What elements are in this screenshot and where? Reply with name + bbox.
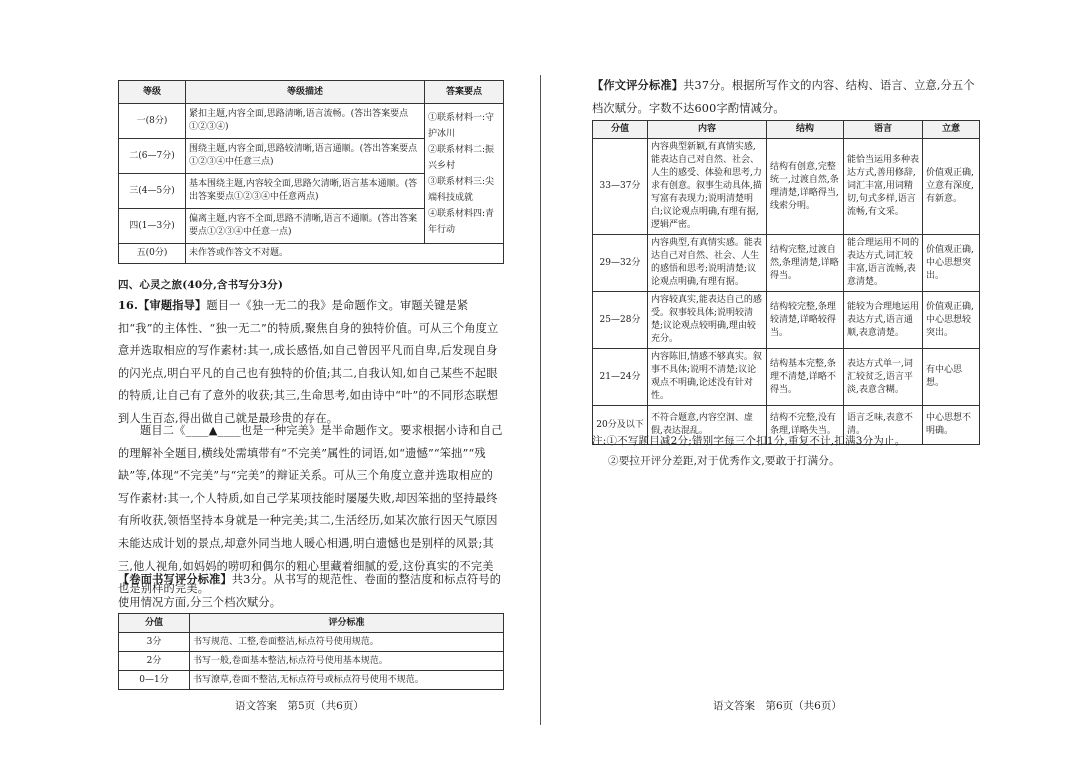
grade-table [118, 80, 504, 264]
essay-table [592, 120, 980, 445]
note-2: ②要拉开评分差距,对于优秀作文,要敢于打满分。 [608, 455, 840, 467]
table-row: 三(4—5分) 基本围绕主题,内容较全面,思路欠清晰,语言基本通顺。(答出答案要点①②③④中任意两点) [119, 174, 504, 209]
table-row: 一(8分) 紧扣主题,内容全面,思路清晰,语言流畅。(答出答案要点①②③④) ①联系材料一:守护冰川 ②联系材料二:振兴乡村 ③联系材料三:尖端科技成就 ④联系材料四:青年行动 [119, 104, 504, 139]
table-row: 21—24分 内容陈旧,情感不够真实。叙事不具体;说明不清楚;议论观点不明确,论述没有针对性。 结构基本完整,条理不清楚,详略不得当。 表达方式单一,词汇较贫乏,语言平淡,表意含糊。 有中心思想。 [593, 349, 980, 406]
essay-criteria-label: 【作文评分标准】 [592, 78, 684, 92]
table-row: 2分 书写一般,卷面基本整洁,标点符号使用基本规范。 [119, 652, 504, 671]
table-row: 3分 书写规范、工整,卷面整洁,标点符号使用规范。 [119, 633, 504, 652]
page-footer: 语文答案 第5页（共6页） [235, 700, 364, 712]
table-header: 等级描述 [186, 81, 425, 104]
table-header: 内容 [648, 121, 767, 139]
question-16-text: 16.【审题指导】题目一《独一无二的我》是命题作文。审题关键是紧扣“我”的主体性、“独一无二”的特质,聚焦自身的独特价值。可从三个角度立意并选取相应的写作素材:其一,成长感悟,如自己曾因平凡而自卑,后发现自身的闪光点,明白平凡的自己也有独特的价值;其二,自我认知,如自己某些不起眼的特质,让自己有了意外的收获;其三,生命思考,如由诗中“叶”的不同形态联想到人生百态,得出做自己就是最珍贵的存在。 [118, 298, 499, 425]
table-row: 0—1分 书写潦草,卷面不整洁,无标点符号或标点符号使用不规范。 [119, 671, 504, 690]
table-row: 25—28分 内容较真实,能表达自己的感受。叙事较具体;说明较清楚;议论观点较明确,理由较充分。 结构较完整,条理较清楚,详略较得当。 能较为合理地运用表达方式,语言通顺,表意清楚。 价值观正确,中心思想较突出。 [593, 292, 980, 349]
table-header: 结构 [767, 121, 844, 139]
table-header: 立意 [923, 121, 980, 139]
essay-criteria-intro: 【作文评分标准】共37分。根据所写作文的内容、结构、语言、立意,分五个档次赋分。字数不达600字酌情减分。 [592, 78, 975, 115]
table-row: 33—37分 内容典型新颖,有真情实感,能表达自己对自然、社会、人生的感受、体验和思考,力求有创意。叙事生动具体,描写富有表现力;说明清楚明白;议论观点明确,有理有据,逻辑严密。 结构有创意,完整统一,过渡自然,条理清楚,详略得当,线索分明。 能恰当运用多种表达方式,善用修辞,词汇丰富,用词精切,句式多样,语言流畅,有文采。 价值观正确,立意有深度,有新意。 [593, 139, 980, 235]
guide-label: 16.【审题指导】 [118, 298, 207, 312]
answer-points: ①联系材料一:守护冰川 ②联系材料二:振兴乡村 ③联系材料三:尖端科技成就 ④联系材料四:青年行动 [425, 104, 504, 244]
writing-label: 【卷面书写评分标准】 [118, 572, 232, 586]
table-row: 29—32分 内容典型,有真情实感。能表达自己对自然、社会、人生的感悟和思考;说明清楚;议论观点明确,有理有据。 结构完整,过渡自然,条理清楚,详略得当。 能合理运用不同的表达方式,词汇较丰富,语言流畅,表意清楚。 价值观正确,中心思想突出。 [593, 235, 980, 292]
writing-table [118, 613, 504, 690]
table-row: 20分及以下 不符合题意,内容空洞、虚假,表达混乱。 结构不完整,没有条理,详略失当。 语言乏味,表意不清。 中心思想不明确。 [593, 406, 980, 445]
table-header: 评分标准 [190, 614, 504, 633]
table-row: 五(0分) 未作答或作答文不对题。 [119, 244, 504, 264]
table-row: 四(1—3分) 偏离主题,内容不全面,思路不清晰,语言不通顺。(答出答案要点①②③④中任意一点) [119, 209, 504, 244]
right-page [540, 0, 1080, 764]
table-header: 答案要点 [425, 81, 504, 104]
table-row: 二(6—7分) 围绕主题,内容全面,思路较清晰,语言通顺。(答出答案要点①②③④中任意三点) [119, 139, 504, 174]
section-title: 四、心灵之旅(40分,含书写分3分) [118, 279, 284, 291]
page-footer: 语文答案 第6页（共6页） [713, 700, 842, 712]
note-1: 注:①不写题目减2分;错别字每三个扣1分,重复不计,扣满3分为止。 [592, 435, 906, 447]
writing-criteria-text: 【卷面书写评分标准】共3分。从书写的规范性、卷面的整洁度和标点符号的使用情况方面,分三个档次赋分。 [118, 572, 502, 609]
table-header: 等级 [119, 81, 186, 104]
table-header: 语言 [844, 121, 923, 139]
table-header: 分值 [119, 614, 190, 633]
table-header: 分值 [593, 121, 648, 139]
question-16-text-2: 题目二《____▲____也是一种完美》是半命题作文。要求根据小诗和自己的理解补全题目,横线处需填带有“不完美”属性的词语,如“遗憾”“笨拙”“残缺”等,体现“不完美”与“完美”的辩证关系。可从三个角度立意并选取相应的写作素材:其一,个人特质,如自己学某项技能时屡屡失败,却因笨拙的坚持最终有所收获,领悟坚持本身就是一种完美;其二,生活经历,如某次旅行因天气原因未能达成计划的景点,却意外同当地人暖心相遇,明白遗憾也是别样的风景;其三,他人视角,如妈妈的唠叨和偶尔的粗心里藏着细腻的爱,这份真实的不完美也是别样的完美。 [118, 424, 503, 596]
